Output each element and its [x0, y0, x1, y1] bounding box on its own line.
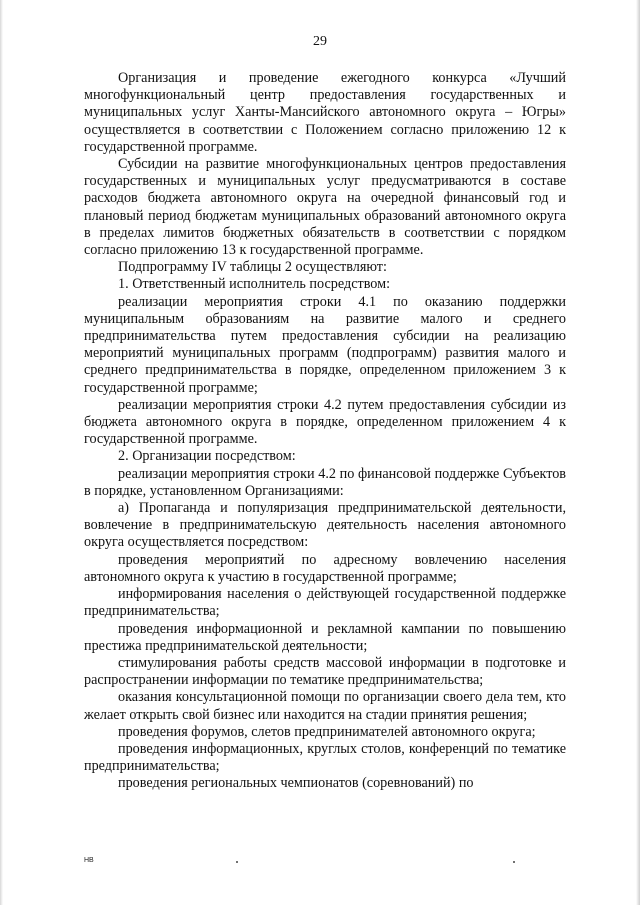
document-body	[84, 70, 566, 793]
page-number: 29	[313, 34, 327, 49]
paragraph: реализации мероприятия строки 4.2 по финансовой поддержке Субъектов в порядке, установленном Организациями:	[84, 465, 566, 499]
paragraph: проведения региональных чемпионатов (соревнований) по	[118, 775, 474, 792]
paragraph: стимулирования работы средств массовой информации в подготовке и распространении информации по тематике предпринимательства;	[84, 654, 566, 689]
paragraph: 1. Ответственный исполнитель посредством:	[118, 276, 391, 293]
paragraph: Субсидии на развитие многофункциональных центров предоставления государственных и муниципальных услуг предусматриваются в составе расходов бюджета автономного округа на очередной финансовый год и плановый период бюджетам муниципальных образований автономного округа в пределах лимитов бюджетных обязательств в соответствии с порядком согласно приложению 13 к государственной программе.	[84, 156, 566, 259]
paragraph: 2. Организации посредством:	[118, 448, 296, 465]
scan-dot	[236, 861, 238, 863]
footer-code: НВ	[84, 857, 94, 864]
scan-edge-right	[636, 0, 640, 905]
paragraph: а) Пропаганда и популяризация предпринимательской деятельности, вовлечение в предпринимательскую деятельность населения автономного округа осуществляется посредством:	[84, 500, 566, 551]
scan-edge-left	[0, 0, 3, 905]
paragraph: Подпрограмму IV таблицы 2 осуществляют:	[118, 259, 387, 276]
paragraph: Организация и проведение ежегодного конкурса «Лучший многофункциональный центр предоставления государственных и муниципальных услуг Ханты-Мансийского автономного округа – Югры» осуществляется в соответствии с Положением согласно приложению 12 к государственной программе.	[84, 70, 566, 155]
paragraph: реализации мероприятия строки 4.2 путем предоставления субсидии из бюджета автономного округа в порядке, определенном приложением 4 к государственной программе.	[84, 396, 566, 448]
scan-dot	[513, 861, 515, 863]
paragraph: проведения информационных, круглых столов, конференций по тематике предпринимательства;	[84, 740, 566, 775]
paragraph: информирования населения о действующей государственной поддержке предпринимательства;	[84, 586, 566, 620]
paragraph: оказания консультационной помощи по организации своего дела тем, кто желает открыть свой бизнес или находится на стадии принятия решения;	[84, 689, 566, 723]
paragraph: проведения форумов, слетов предпринимателей автономного округа;	[118, 723, 536, 740]
paragraph: проведения мероприятий по адресному вовлечению населения автономного округа к участию в государственной программе;	[84, 551, 566, 585]
paragraph: проведения информационной и рекламной кампании по повышению престижа предпринимательской деятельности;	[84, 620, 566, 654]
paragraph: реализации мероприятия строки 4.1 по оказанию поддержки муниципальным образованиям на развитие малого и среднего предпринимательства путем предоставления субсидии на реализацию мероприятий муниципальных программ (подпрограмм) развития малого и среднего предпринимательства в порядке, определенном приложением 3 к государственной программе;	[84, 293, 566, 396]
